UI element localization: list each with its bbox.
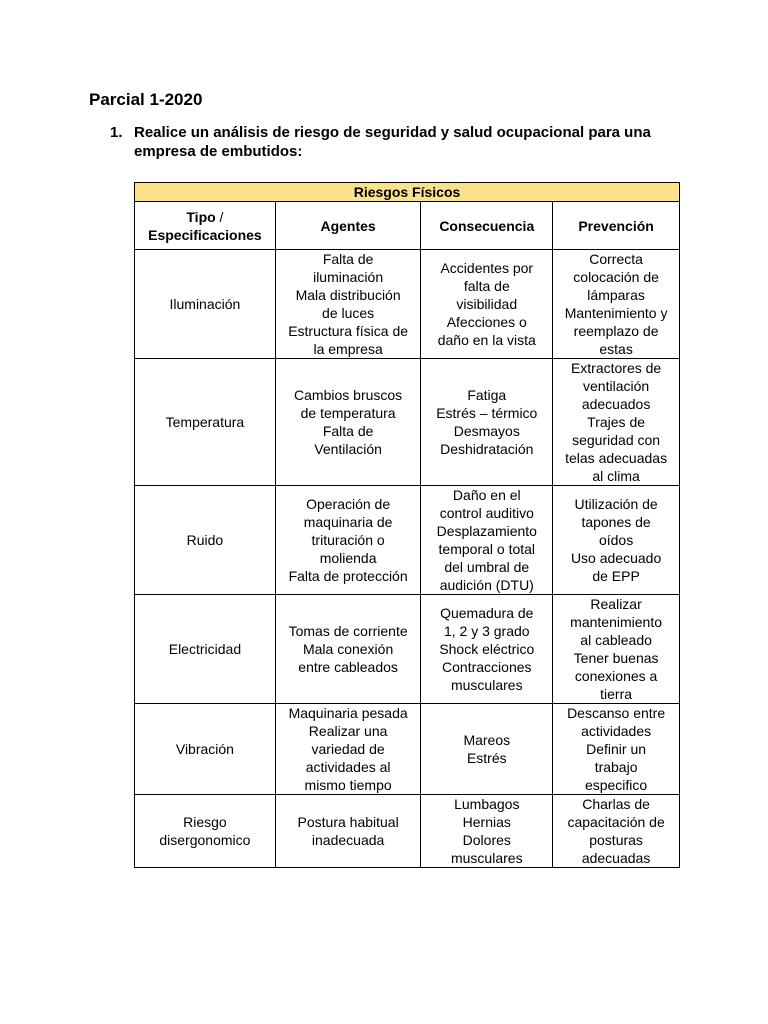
- cell-line: Realizar una: [308, 723, 388, 739]
- header-prevencion: Prevención: [553, 202, 680, 250]
- cell-line: conexiones a: [574, 668, 658, 684]
- cell-line: estas: [599, 341, 633, 357]
- cell-line: de temperatura: [300, 405, 396, 421]
- cell-line: Realizar: [590, 596, 642, 612]
- table-row: [135, 486, 680, 595]
- cell-line: Temperatura: [165, 414, 245, 430]
- cell-line: Tomas de corriente: [288, 623, 408, 639]
- cell-line: Ruido: [186, 532, 224, 548]
- cell-line: Electricidad: [168, 641, 242, 657]
- cell-consecuencia: [421, 250, 553, 359]
- cell-line: Tener buenas: [573, 650, 659, 666]
- cell-line: Quemadura de: [440, 605, 534, 621]
- cell-line: telas adecuadas: [565, 450, 668, 466]
- cell-line: maquinaria de: [303, 514, 393, 530]
- cell-line: Accidentes por: [440, 260, 534, 276]
- cell-prevencion: [553, 795, 680, 868]
- cell-consecuencia: [421, 486, 553, 595]
- cell-line: Mareos: [463, 732, 511, 748]
- cell-line: al cableado: [580, 632, 652, 648]
- cell-line: Charlas de: [582, 796, 650, 812]
- header-agentes: Agentes: [275, 202, 421, 250]
- header-consecuencia: Consecuencia: [421, 202, 553, 250]
- cell-line: audición (DTU): [439, 577, 534, 593]
- cell-line: Iluminación: [169, 296, 241, 312]
- cell-tipo: [135, 250, 276, 359]
- cell-line: al clima: [592, 468, 640, 484]
- cell-agentes: [275, 704, 421, 795]
- cell-line: temporal o total: [438, 541, 536, 557]
- cell-tipo: [135, 486, 276, 595]
- cell-line: molienda: [319, 550, 377, 566]
- cell-consecuencia: [421, 795, 553, 868]
- cell-line: Riesgo: [183, 814, 227, 830]
- cell-line: Estrés – térmico: [436, 405, 538, 421]
- section-header-row: [135, 183, 680, 202]
- cell-line: Descanso entre: [567, 705, 666, 721]
- cell-line: mismo tiempo: [304, 777, 392, 793]
- cell-line: actividades al: [305, 759, 391, 775]
- cell-agentes: [275, 250, 421, 359]
- cell-line: actividades: [581, 723, 652, 739]
- cell-line: Dolores: [462, 832, 511, 848]
- question-number: 1.: [110, 124, 123, 141]
- cell-line: Correcta: [589, 251, 643, 267]
- table-row: [135, 250, 680, 359]
- cell-line: colocación de: [573, 269, 659, 285]
- cell-tipo: [135, 795, 276, 868]
- cell-line: Desmayos: [453, 423, 520, 439]
- cell-line: Desplazamiento: [436, 523, 537, 539]
- page-title: Parcial 1-2020: [89, 90, 203, 109]
- cell-line: de EPP: [592, 568, 640, 584]
- cell-prevencion: [553, 359, 680, 486]
- cell-line: Postura habitual: [297, 814, 399, 830]
- cell-line: control auditivo: [439, 505, 534, 521]
- cell-line: iluminación: [313, 269, 384, 285]
- header-tipo-line2: Especificaciones: [148, 226, 262, 243]
- cell-tipo: [135, 359, 276, 486]
- cell-line: seguridad con: [572, 432, 661, 448]
- cell-line: adecuados: [581, 396, 651, 412]
- cell-line: visibilidad: [456, 296, 518, 312]
- cell-line: Mantenimiento y: [564, 305, 668, 321]
- cell-line: del umbral de: [444, 559, 530, 575]
- table-row: [135, 359, 680, 486]
- cell-prevencion: [553, 595, 680, 704]
- cell-prevencion: [553, 250, 680, 359]
- cell-line: lámparas: [587, 287, 645, 303]
- cell-line: musculares: [450, 850, 523, 866]
- cell-line: Falta de protección: [288, 568, 408, 584]
- cell-line: Definir un: [586, 741, 647, 757]
- cell-line: falta de: [463, 278, 510, 294]
- cell-line: 1, 2 y 3 grado: [443, 623, 530, 639]
- cell-line: tierra: [600, 686, 633, 702]
- table-row: [135, 595, 680, 704]
- cell-line: reemplazo de: [573, 323, 659, 339]
- cell-line: Hernias: [462, 814, 511, 830]
- cell-line: Lumbagos: [454, 796, 520, 812]
- table-row: [135, 795, 680, 868]
- cell-line: de luces: [322, 305, 375, 321]
- header-tipo: [135, 202, 276, 250]
- table-row: [135, 704, 680, 795]
- cell-line: Estructura física de: [288, 323, 409, 339]
- cell-agentes: [275, 486, 421, 595]
- cell-line: Falta de: [322, 251, 374, 267]
- cell-consecuencia: [421, 704, 553, 795]
- risk-analysis-table: [134, 182, 680, 868]
- cell-line: Estrés: [466, 750, 507, 766]
- cell-line: variedad de: [311, 741, 385, 757]
- cell-line: Utilización de: [574, 496, 658, 512]
- cell-agentes: [275, 359, 421, 486]
- cell-line: adecuadas: [581, 850, 651, 866]
- cell-agentes: [275, 595, 421, 704]
- cell-line: Operación de: [306, 496, 391, 512]
- cell-prevencion: [553, 486, 680, 595]
- cell-line: entre cableados: [298, 659, 398, 675]
- cell-line: Mala conexión: [302, 641, 394, 657]
- cell-prevencion: [553, 704, 680, 795]
- section-title: Riesgos Físicos: [135, 183, 680, 202]
- cell-line: capacitación de: [567, 814, 665, 830]
- header-tipo-slash: /: [215, 208, 224, 225]
- cell-line: especifico: [584, 777, 648, 793]
- cell-line: Vibración: [175, 741, 234, 757]
- cell-consecuencia: [421, 359, 553, 486]
- question-text: Realice un análisis de riesgo de seguridad y salud ocupacional para una empresa de embutidos:: [134, 124, 651, 160]
- cell-line: Ventilación: [314, 441, 382, 457]
- cell-line: Afecciones o: [446, 314, 527, 330]
- cell-agentes: [275, 795, 421, 868]
- cell-line: Mala distribución: [295, 287, 401, 303]
- cell-line: daño en la vista: [437, 332, 536, 348]
- cell-line: la empresa: [313, 341, 383, 357]
- cell-line: posturas: [589, 832, 643, 848]
- column-header-row: [135, 202, 680, 250]
- cell-line: Shock eléctrico: [439, 641, 535, 657]
- cell-line: trabajo: [594, 759, 638, 775]
- cell-line: Cambios bruscos: [294, 387, 403, 403]
- cell-line: mantenimiento: [570, 614, 662, 630]
- cell-line: Fatiga: [467, 387, 507, 403]
- cell-line: Daño en el: [452, 487, 521, 503]
- header-tipo-label: Tipo: [186, 208, 216, 225]
- cell-line: Falta de: [322, 423, 374, 439]
- cell-line: Extractores de: [570, 360, 662, 376]
- cell-consecuencia: [421, 595, 553, 704]
- cell-line: trituración o: [311, 532, 385, 548]
- cell-line: Contracciones: [442, 659, 532, 675]
- cell-line: musculares: [450, 677, 523, 693]
- cell-line: Trajes de: [587, 414, 646, 430]
- cell-line: Uso adecuado: [570, 550, 662, 566]
- question-item: [110, 123, 690, 161]
- cell-line: ventilación: [583, 378, 650, 394]
- cell-line: tapones de: [581, 514, 651, 530]
- cell-tipo: [135, 595, 276, 704]
- cell-line: Maquinaria pesada: [288, 705, 408, 721]
- cell-line: oídos: [598, 532, 634, 548]
- cell-line: inadecuada: [311, 832, 385, 848]
- cell-line: disergonomico: [159, 832, 251, 848]
- cell-line: Deshidratación: [440, 441, 534, 457]
- cell-tipo: [135, 704, 276, 795]
